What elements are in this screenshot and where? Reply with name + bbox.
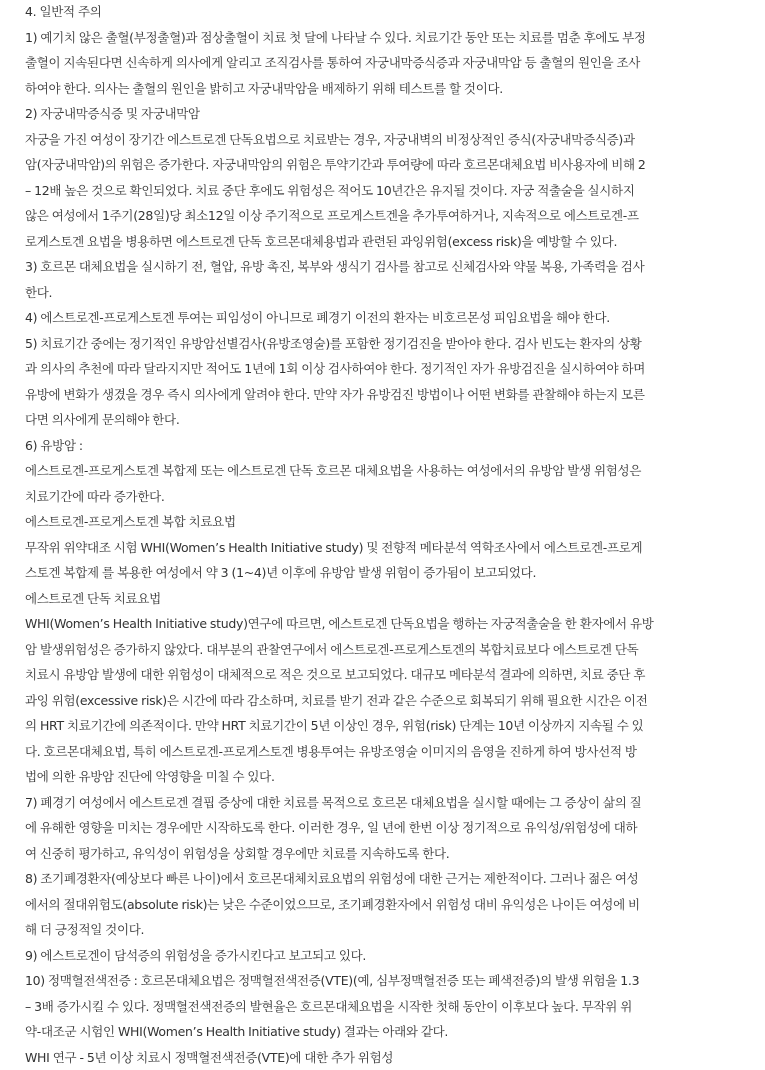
text-line: 치료기간에 따라 증가한다.: [25, 484, 735, 510]
text-line: 5) 치료기간 중에는 정기적인 유방암선별검사(유방조영술)를 포함한 정기검진을 받아야 한다. 검사 빈도는 환자의 상황: [25, 331, 735, 357]
text-line: 해 더 긍정적일 것이다.: [25, 917, 735, 943]
subsection-heading: 에스트로겐 단독 치료요법: [25, 586, 735, 612]
text-line: 8) 조기폐경환자(예상보다 빠른 나이)에서 호르몬대체치료요법의 위험성에 대한 근거는 제한적이다. 그러나 젊은 여성: [25, 866, 735, 892]
text-line: 않은 여성에서 1주기(28일)당 최소12일 이상 주기적으로 프로게스트겐을 추가투여하거나, 지속적으로 에스트로겐-프: [25, 203, 735, 229]
text-line: 7) 폐경기 여성에서 에스트로겐 결핍 증상에 대한 치료를 목적으로 호르몬 대체요법을 실시할 때에는 그 증상이 삶의 질: [25, 790, 735, 816]
subsection-heading: 6) 유방암 :: [25, 433, 735, 459]
text-line: 치료시 유방암 발생에 대한 위험성이 대체적으로 적은 것으로 보고되었다. 대규모 메타분석 결과에 의하면, 치료 중단 후: [25, 662, 735, 688]
text-line: 암(자궁내막암)의 위험은 증가한다. 자궁내막암의 위험은 투약기간과 투여량에 따라 호르몬대체요법 비사용자에 비해 2: [25, 152, 735, 178]
text-line: 9) 에스트로겐이 담석증의 위험성을 증가시킨다고 보고되고 있다.: [25, 943, 735, 969]
text-line: 1) 예기치 않은 출혈(부정출혈)과 점상출혈이 치료 첫 달에 나타날 수 있다. 치료기간 동안 또는 치료를 멈춘 후에도 부정: [25, 25, 735, 51]
text-line: 무작위 위약대조 시험 WHI(Women’s Health Initiative study) 및 전향적 메타분석 역학조사에서 에스트로겐-프로게: [25, 535, 735, 561]
text-line: 하여야 한다. 의사는 출혈의 원인을 밝히고 자궁내막암을 배제하기 위해 테스트를 할 것이다.: [25, 76, 735, 102]
text-line: 10) 정맥혈전색전증 : 호르몬대체요법은 정맥혈전색전증(VTE)(예, 심부정맥혈전증 또는 폐색전증)의 발생 위험을 1.3: [25, 968, 735, 994]
text-line: WHI(Women’s Health Initiative study)연구에 따르면, 에스트로겐 단독요법을 행하는 자궁적출술을 한 환자에서 유방: [25, 611, 735, 637]
text-line: 여 신중히 평가하고, 유익성이 위험성을 상회할 경우에만 치료를 지속하도록 한다.: [25, 841, 735, 867]
text-line: 법에 의한 유방암 진단에 악영향을 미칠 수 있다.: [25, 764, 735, 790]
text-line: 과잉 위험(excessive risk)은 시간에 따라 감소하며, 치료를 받기 전과 같은 수준으로 회복되기 위해 필요한 시간은 이전: [25, 688, 735, 714]
text-line: 의 HRT 치료기간에 의존적이다. 만약 HRT 치료기간이 5년 이상인 경우, 위험(risk) 단계는 10년 이상까지 지속될 수 있: [25, 713, 735, 739]
text-line: – 12배 높은 것으로 확인되었다. 치료 중단 후에도 위험성은 적어도 10년간은 유지될 것이다. 자궁 적출술을 실시하지: [25, 178, 735, 204]
text-line: 한다.: [25, 280, 735, 306]
text-line: 자궁을 가진 여성이 장기간 에스트로겐 단독요법으로 치료받는 경우, 자궁내벽의 비정상적인 증식(자궁내막증식증)과: [25, 127, 735, 153]
subsection-heading: 에스트로겐-프로게스토겐 복합 치료요법: [25, 509, 735, 535]
text-line: 다면 의사에게 문의해야 한다.: [25, 407, 735, 433]
text-line: 출혈이 지속된다면 신속하게 의사에게 알리고 조직검사를 통하여 자궁내막증식증과 자궁내막암 등 출혈의 원인을 조사: [25, 50, 735, 76]
table-caption: WHI 연구 - 5년 이상 치료시 정맥혈전색전증(VTE)에 대한 추가 위험성: [25, 1045, 735, 1070]
text-line: 암 발생위험성은 증가하지 않았다. 대부분의 관찰연구에서 에스트로겐-프로게스토겐의 복합치료보다 에스트로겐 단독: [25, 637, 735, 663]
text-line: – 3배 증가시킬 수 있다. 정맥혈전색전증의 발현율은 호르몬대체요법을 시작한 첫해 동안이 이후보다 높다. 무작위 위: [25, 994, 735, 1020]
text-line: 에스트로겐-프로게스토겐 복합제 또는 에스트로겐 단독 호르몬 대체요법을 사용하는 여성에서의 유방암 발생 위험성은: [25, 458, 735, 484]
text-line: 4) 에스트로겐-프로게스토겐 투여는 피임성이 아니므로 폐경기 이전의 환자는 비호르몬성 피임요법을 해야 한다.: [25, 305, 735, 331]
text-line: 에서의 절대위험도(absolute risk)는 낮은 수준이었으므로, 조기폐경환자에서 위험성 대비 유익성은 나이든 여성에 비: [25, 892, 735, 918]
text-line: 스토겐 복합제 를 복용한 여성에서 약 3 (1~4)년 이후에 유방암 발생 위험이 증가됨이 보고되었다.: [25, 560, 735, 586]
text-line: 과 의사의 추천에 따라 달라지지만 적어도 1년에 1회 이상 검사하여야 한다. 정기적인 자가 유방검진을 실시하여야 하며: [25, 356, 735, 382]
text-line: 3) 호르몬 대체요법을 실시하기 전, 혈압, 유방 촉진, 복부와 생식기 검사를 참고로 신체검사와 약물 복용, 가족력을 검사: [25, 254, 735, 280]
text-line: 다. 호르몬대체요법, 특히 에스트로겐-프로게스토겐 병용투여는 유방조영술 이미지의 음영을 진하게 하여 방사선적 방: [25, 739, 735, 765]
subsection-heading: 2) 자궁내막증식증 및 자궁내막암: [25, 101, 735, 127]
text-line: 로게스토겐 요법을 병용하면 에스트로겐 단독 호르몬대체용법과 관련된 과잉위험(excess risk)을 예방할 수 있다.: [25, 229, 735, 255]
section-heading: 4. 일반적 주의: [25, 0, 735, 25]
text-line: 유방에 변화가 생겼을 경우 즉시 의사에게 알려야 한다. 만약 자가 유방검진 방법이나 어떤 변화를 관찰해야 하는지 모른: [25, 382, 735, 408]
text-line: 에 유해한 영향을 미치는 경우에만 시작하도록 한다. 이러한 경우, 일 년에 한번 이상 정기적으로 유익성/위험성에 대하: [25, 815, 735, 841]
text-line: 약-대조군 시험인 WHI(Women’s Health Initiative study) 결과는 아래와 같다.: [25, 1019, 735, 1045]
